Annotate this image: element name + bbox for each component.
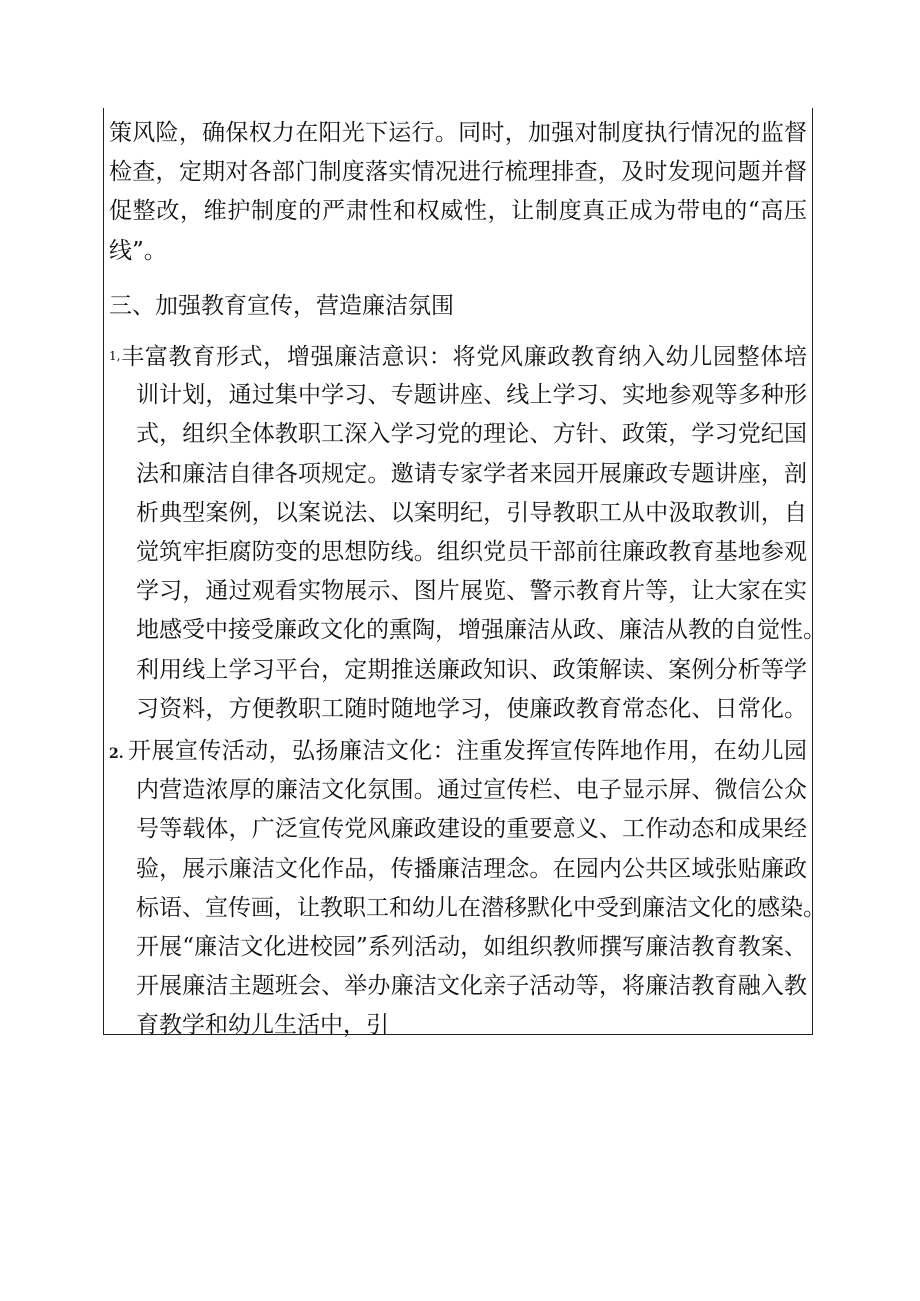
- paragraph-line: 内营造浓厚的廉洁文化氛围。通过宣传栏、电子显示屏、微信公众: [136, 777, 807, 804]
- list-item-first-line: [109, 732, 807, 771]
- paragraph-line: 学习，通过观看实物展示、图片展览、警示教育片等，让大家在实: [136, 578, 807, 605]
- paragraph-line: 法和廉洁自律各项规定。邀请专家学者来园开展廉政专题讲座，剖: [136, 460, 807, 487]
- list-item-number: 2.: [109, 746, 124, 762]
- paragraph-line: 式，组织全体教职工深入学习党的理论、方针、政策，学习党纪国: [136, 421, 807, 448]
- paragraph-line: 习资料，方便教职工随时随地学习，使廉政教育常态化、日常化。: [136, 695, 807, 722]
- paragraph-line: 检查，定期对各部门制度落实情况进行梳理排查，及时发现问题并督: [109, 159, 807, 186]
- paragraph-line: 开展“廉洁文化进校园”系列活动，如组织教师撰写廉洁教育教案、: [136, 933, 807, 960]
- list-item-first-line: [109, 337, 807, 376]
- paragraph-line: 训计划，通过集中学习、专题讲座、线上学习、实地参观等多种形: [136, 382, 807, 409]
- paragraph-line: 觉筑牢拒腐防变的思想防线。组织党员干部前往廉政教育基地参观: [136, 538, 807, 565]
- section-heading: 三、加强教育宣传，营造廉洁氛围: [109, 293, 454, 319]
- paragraph-line: 利用线上学习平台，定期推送廉政知识、政策解读、案例分析等学: [136, 656, 807, 683]
- paragraph-line: 丰富教育形式，增强廉洁意识：将党风廉政教育纳入幼儿园整体培: [120, 344, 807, 370]
- paragraph-line: 开展廉洁主题班会、举办廉洁文化亲子活动等，将廉洁教育融入教: [136, 973, 807, 1000]
- paragraph-line: 促整改，维护制度的严肃性和权威性，让制度真正成为带电的“高压: [109, 198, 807, 225]
- list-item-number: 1,: [109, 349, 121, 363]
- paragraph-line: 标语、宣传画，让教职工和幼儿在潜移默化中受到廉洁文化的感染。: [136, 894, 826, 921]
- paragraph-line: 线”。: [109, 237, 167, 264]
- continuation-paragraph: [109, 114, 807, 271]
- paragraph-line: 开展宣传活动，弘扬廉洁文化：注重发挥宣传阵地作用，在幼儿园: [127, 738, 807, 764]
- paragraph-line: 地感受中接受廉政文化的熏陶，增强廉洁从政、廉洁从教的自觉性。: [136, 617, 826, 644]
- paragraph-line: 号等载体，广泛宣传党风廉政建设的重要意义、工作动态和成果经: [136, 816, 807, 843]
- paragraph-line: 策风险，确保权力在阳光下运行。同时，加强对制度执行情况的监督: [109, 120, 807, 146]
- paragraph-line: 育教学和幼儿生活中，引: [136, 1012, 389, 1039]
- list-item-2: [109, 732, 826, 1046]
- list-item-1: [109, 337, 826, 729]
- paragraph-line: 验，展示廉洁文化作品，传播廉洁理念。在园内公共区域张贴廉政: [136, 855, 807, 882]
- paragraph-line: 析典型案例，以案说法、以案明纪，引导教职工从中汲取教训，自: [136, 499, 807, 526]
- table-cell-frame: [103, 108, 826, 1039]
